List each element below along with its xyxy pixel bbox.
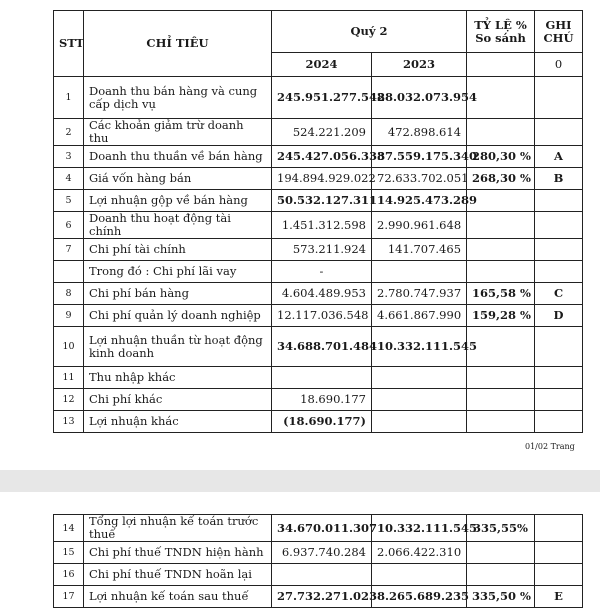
row-ratio: 165,58 % xyxy=(467,283,535,305)
row-stt: 1 xyxy=(54,77,84,119)
chi-tieu-header: CHỈ TIÊU xyxy=(84,11,272,77)
row-stt: 6 xyxy=(54,212,84,239)
table-row xyxy=(54,190,583,212)
row-stt: 7 xyxy=(54,239,84,261)
row-ratio: 159,28 % xyxy=(467,305,535,327)
quarter-header: Quý 2 xyxy=(272,11,467,53)
row-stt: 2 xyxy=(54,119,84,146)
row-note xyxy=(535,261,583,283)
row-value-2023: 14.925.473.289 xyxy=(372,190,467,212)
row-label: Chi phí khác xyxy=(84,389,272,411)
row-value-2024: 524.221.209 xyxy=(272,119,372,146)
row-value-2024: 34.688.701.484 xyxy=(272,327,372,367)
row-value-2024: 50.532.127.311 xyxy=(272,190,372,212)
row-ratio xyxy=(467,119,535,146)
row-label: Chi phí thuế TNDN hoãn lại xyxy=(84,564,272,586)
row-label: Doanh thu hoạt động tài chính xyxy=(84,212,272,239)
row-value-2023 xyxy=(372,389,467,411)
row-stt: 10 xyxy=(54,327,84,367)
row-ratio: 268,30 % xyxy=(467,168,535,190)
table-row xyxy=(54,146,583,168)
row-stt: 11 xyxy=(54,367,84,389)
row-note: A xyxy=(535,146,583,168)
row-ratio xyxy=(467,212,535,239)
row-value-2024: 18.690.177 xyxy=(272,389,372,411)
row-note: B xyxy=(535,168,583,190)
row-value-2024: 34.670.011.307 xyxy=(272,515,372,542)
row-note xyxy=(535,77,583,119)
row-value-2024: 1.451.312.598 xyxy=(272,212,372,239)
row-value-2023 xyxy=(372,367,467,389)
row-value-2024: 6.937.740.284 xyxy=(272,542,372,564)
ratio-header-line2: So sánh xyxy=(475,30,526,45)
row-stt: 5 xyxy=(54,190,84,212)
row-value-2023 xyxy=(372,261,467,283)
row-value-2023: 2.780.747.937 xyxy=(372,283,467,305)
row-value-2023 xyxy=(372,411,467,433)
row-value-2024: 573.211.924 xyxy=(272,239,372,261)
stt-header: STT xyxy=(54,11,84,77)
row-value-2024: (18.690.177) xyxy=(272,411,372,433)
row-note xyxy=(535,212,583,239)
row-stt: 15 xyxy=(54,542,84,564)
row-note xyxy=(535,367,583,389)
row-note xyxy=(535,389,583,411)
row-value-2024: 194.894.929.022 xyxy=(272,168,372,190)
page-number-footer: 01/02 Trang xyxy=(525,442,575,451)
row-label: Chi phí tài chính xyxy=(84,239,272,261)
row-value-2024: 12.117.036.548 xyxy=(272,305,372,327)
header-row xyxy=(54,11,583,53)
note-header-line1: GHI xyxy=(545,17,572,32)
row-stt: 14 xyxy=(54,515,84,542)
income-statement-table xyxy=(53,10,583,433)
row-label: Chi phí quản lý doanh nghiệp xyxy=(84,305,272,327)
row-label: Chi phí bán hàng xyxy=(84,283,272,305)
row-note xyxy=(535,327,583,367)
row-label: Lợi nhuận thuần từ hoạt động kinh doanh xyxy=(84,327,272,367)
page-separator xyxy=(0,470,600,492)
note-sub-header: 0 xyxy=(535,53,583,77)
row-ratio xyxy=(467,411,535,433)
row-value-2023: 4.661.867.990 xyxy=(372,305,467,327)
row-label: Lợi nhuận kế toán sau thuế xyxy=(84,586,272,608)
row-ratio: 280,30 % xyxy=(467,146,535,168)
row-ratio xyxy=(467,239,535,261)
table-row xyxy=(54,564,583,586)
row-ratio xyxy=(467,389,535,411)
row-note xyxy=(535,542,583,564)
table-row xyxy=(54,239,583,261)
table-row xyxy=(54,411,583,433)
row-note xyxy=(535,515,583,542)
row-stt: 4 xyxy=(54,168,84,190)
row-ratio xyxy=(467,367,535,389)
row-label: Lợi nhuận khác xyxy=(84,411,272,433)
table-row xyxy=(54,367,583,389)
table-row xyxy=(54,261,583,283)
row-ratio xyxy=(467,542,535,564)
ratio-header-line1: TỶ LỆ % xyxy=(474,17,527,32)
row-label: Doanh thu bán hàng và cung cấp dịch vụ xyxy=(84,77,272,119)
row-value-2023: 72.633.702.051 xyxy=(372,168,467,190)
row-ratio xyxy=(467,261,535,283)
row-value-2023: 141.707.465 xyxy=(372,239,467,261)
row-stt xyxy=(54,261,84,283)
row-stt: 17 xyxy=(54,586,84,608)
row-label: Giá vốn hàng bán xyxy=(84,168,272,190)
row-value-2023: 472.898.614 xyxy=(372,119,467,146)
row-value-2024: 245.951.277.542 xyxy=(272,77,372,119)
table-row xyxy=(54,515,583,542)
ratio-sub-header xyxy=(467,53,535,77)
row-note: E xyxy=(535,586,583,608)
note-header-line2: CHÚ xyxy=(543,30,574,45)
row-value-2024 xyxy=(272,367,372,389)
table-row xyxy=(54,586,583,608)
row-ratio: 335,50 % xyxy=(467,586,535,608)
row-value-2024: 4.604.489.953 xyxy=(272,283,372,305)
row-value-2023: 2.990.961.648 xyxy=(372,212,467,239)
income-statement-table-continued xyxy=(53,514,583,608)
row-value-2024: 27.732.271.023 xyxy=(272,586,372,608)
table-row xyxy=(54,542,583,564)
row-note xyxy=(535,239,583,261)
table-row xyxy=(54,212,583,239)
row-stt: 9 xyxy=(54,305,84,327)
row-stt: 8 xyxy=(54,283,84,305)
row-label: Thu nhập khác xyxy=(84,367,272,389)
table-row xyxy=(54,389,583,411)
row-note xyxy=(535,190,583,212)
table-row xyxy=(54,77,583,119)
row-value-2023: 8.265.689.235 xyxy=(372,586,467,608)
row-label: Trong đó : Chi phí lãi vay xyxy=(84,261,272,283)
row-value-2024: - xyxy=(272,261,372,283)
row-value-2023: 10.332.111.545 xyxy=(372,515,467,542)
row-stt: 13 xyxy=(54,411,84,433)
row-value-2023: 88.032.073.954 xyxy=(372,77,467,119)
row-note xyxy=(535,411,583,433)
row-label: Doanh thu thuần về bán hàng xyxy=(84,146,272,168)
row-value-2023 xyxy=(372,564,467,586)
table-row xyxy=(54,327,583,367)
row-value-2024: 245.427.056.333 xyxy=(272,146,372,168)
row-label: Tổng lợi nhuận kế toán trước thuế xyxy=(84,515,272,542)
row-stt: 3 xyxy=(54,146,84,168)
table-row xyxy=(54,119,583,146)
row-value-2023: 87.559.175.340 xyxy=(372,146,467,168)
row-label: Chi phí thuế TNDN hiện hành xyxy=(84,542,272,564)
table-row xyxy=(54,283,583,305)
row-label: Lợi nhuận gộp về bán hàng xyxy=(84,190,272,212)
report-page-2 xyxy=(0,492,600,603)
row-note xyxy=(535,564,583,586)
row-ratio xyxy=(467,564,535,586)
row-stt: 16 xyxy=(54,564,84,586)
table-row xyxy=(54,168,583,190)
row-value-2023: 10.332.111.545 xyxy=(372,327,467,367)
year-2023-header: 2023 xyxy=(372,53,467,77)
row-stt: 12 xyxy=(54,389,84,411)
year-2024-header: 2024 xyxy=(272,53,372,77)
row-value-2023: 2.066.422.310 xyxy=(372,542,467,564)
row-note: D xyxy=(535,305,583,327)
row-ratio: 335,55% xyxy=(467,515,535,542)
row-note xyxy=(535,119,583,146)
row-label: Các khoản giảm trừ doanh thu xyxy=(84,119,272,146)
row-note: C xyxy=(535,283,583,305)
ratio-header xyxy=(467,11,535,53)
row-value-2024 xyxy=(272,564,372,586)
note-header xyxy=(535,11,583,53)
table-row xyxy=(54,305,583,327)
